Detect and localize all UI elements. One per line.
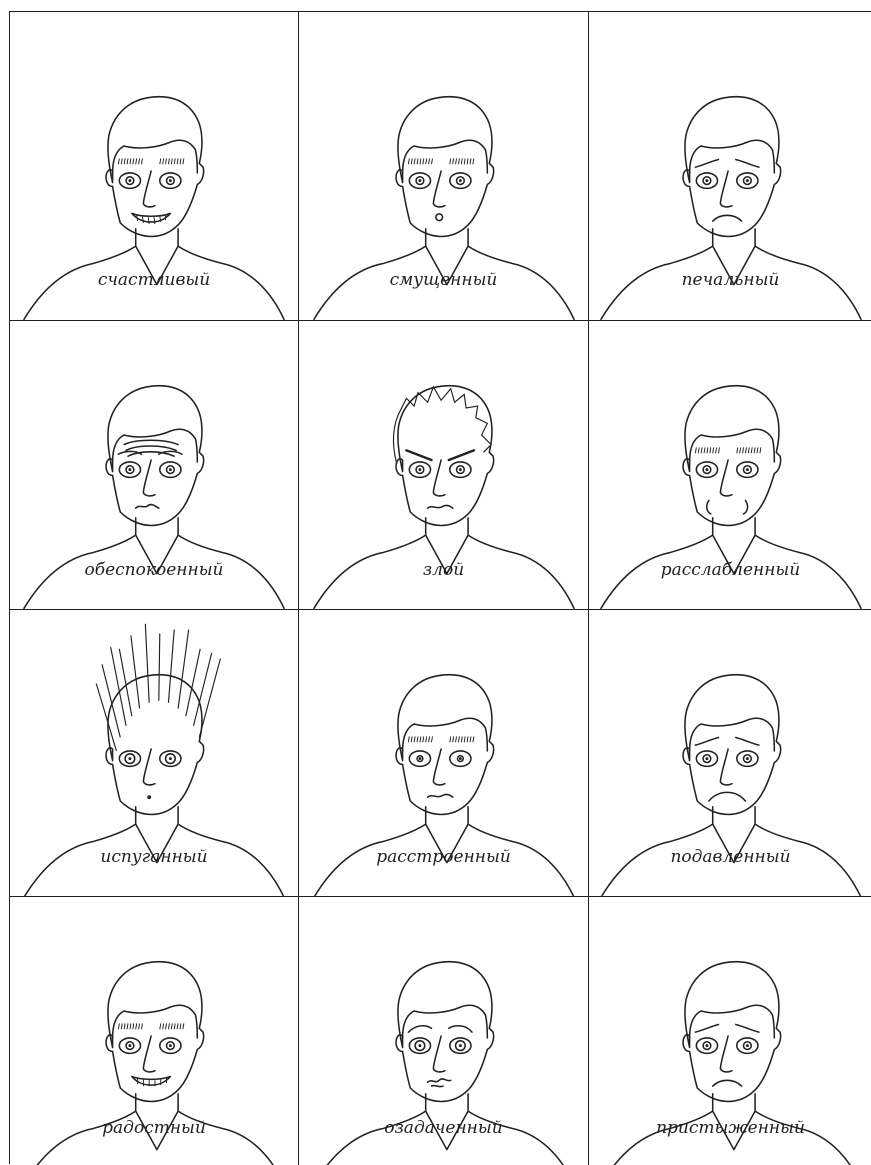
emotion-label: злой [422, 560, 465, 580]
emotion-card [299, 610, 589, 897]
emotion-card [10, 12, 299, 321]
emotion-label: подавленный [670, 847, 791, 867]
emotion-card [589, 610, 871, 897]
emotion-card-grid [9, 11, 871, 1164]
emotion-label: счастливый [97, 270, 211, 290]
emotion-card [10, 321, 299, 610]
emotion-label: расстроенный [376, 847, 511, 867]
emotion-card [299, 321, 589, 610]
emotion-card [299, 897, 589, 1165]
emotion-label: расслабленный [660, 560, 801, 580]
emotion-label: смущенный [389, 270, 498, 290]
emotion-card [589, 321, 871, 610]
emotion-card [299, 12, 589, 321]
emotion-label: озадаченный [384, 1118, 503, 1138]
emotion-label: пристыженный [656, 1118, 805, 1138]
emotion-label: испуганный [100, 847, 208, 867]
emotion-card [589, 12, 871, 321]
emotion-label: обеспокоенный [84, 560, 224, 580]
emotion-label: радостный [102, 1118, 206, 1138]
emotion-card [10, 897, 299, 1165]
emotion-card [10, 610, 299, 897]
emotion-label: печальный [681, 270, 780, 290]
emotion-card [589, 897, 871, 1165]
